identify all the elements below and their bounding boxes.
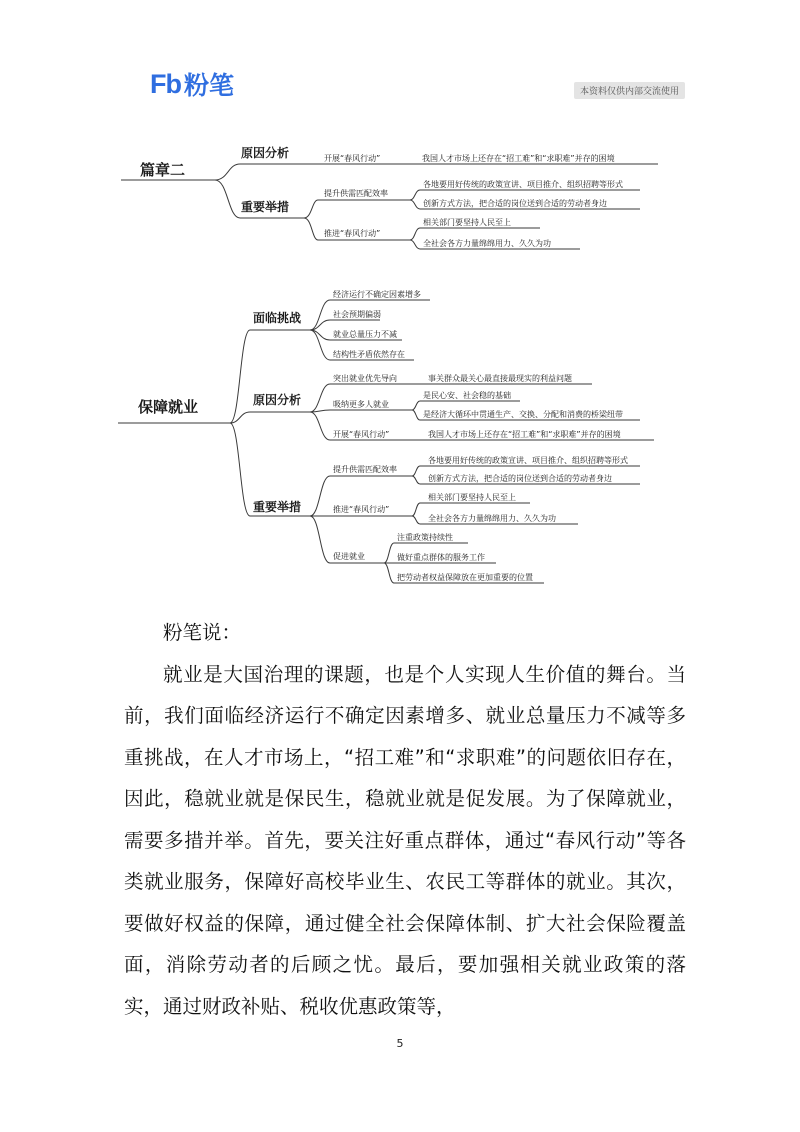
mindmap-1-sub-matching: 提升供需匹配效率 (324, 189, 388, 198)
page-number: 5 (396, 1037, 404, 1050)
mindmap-2-leaf: 把劳动者权益保障放在更加重要的位置 (397, 573, 533, 582)
mindmap-2-challenge-item: 经济运行不确定因素增多 (333, 290, 421, 299)
mindmap-2 (118, 289, 654, 583)
mindmap-2-branch-reason: 原因分析 (253, 393, 302, 407)
mindmap-1-branch-reason: 原因分析 (241, 146, 290, 160)
mindmap-1-leaf: 全社会各方力量绵绵用力、久久为功 (423, 239, 551, 248)
mindmap-2-sub-matching: 提升供需匹配效率 (333, 465, 397, 474)
mindmap-2-sub-employment: 促进就业 (333, 552, 365, 561)
mindmap-1-leaf: 相关部门要坚持人民至上 (423, 218, 511, 227)
mindmap-2-sub-spring: 开展“春风行动” (333, 430, 390, 439)
mindmap-1-root: 篇章二 (140, 161, 186, 179)
mindmap-2-sub-promote-spring: 推进“春风行动” (333, 505, 390, 514)
mindmap-2-leaf: 是经济大循环中贯通生产、交换、分配和消费的桥梁纽带 (423, 410, 623, 419)
mindmap-1-sub-spring: 开展“春风行动” (324, 154, 381, 163)
internal-use-note: 本资料仅供内部交流使用 (574, 82, 685, 99)
mindmap-2-root: 保障就业 (138, 398, 199, 416)
fenbi-logo-text: 粉笔 (184, 71, 235, 100)
mindmap-2-leaf: 全社会各方力量绵绵用力、久久为功 (428, 514, 556, 523)
mindmap-1-leaf: 各地要用好传统的政策宣讲、项目推介、组织招聘等形式 (423, 180, 623, 189)
mindmap-1-leaf: 我国人才市场上还存在“招工难”和“求职难”并存的困境 (422, 154, 615, 163)
mindmap-2-challenge-item: 社会预期偏弱 (333, 310, 381, 319)
mindmap-2-leaf: 创新方式方法，把合适的岗位送到合适的劳动者身边 (428, 474, 612, 483)
mindmap-2-branch-challenges: 面临挑战 (253, 311, 302, 325)
commentary-intro: 粉笔说： (163, 621, 242, 644)
mindmap-1-branch-measures: 重要举措 (241, 200, 290, 214)
mindmap-1-sub-promote-spring: 推进“春风行动” (324, 229, 381, 238)
mindmap-2-leaf: 各地要用好传统的政策宣讲、项目推介、组织招聘等形式 (428, 456, 628, 465)
commentary (124, 612, 686, 1027)
mindmap-2-leaf: 做好重点群体的服务工作 (397, 553, 485, 562)
commentary-paragraph: 就业是大国治理的课题，也是个人实现人生价值的舞台。当前，我们面临经济运行不确定因素增多、就业总量压力不减等多重挑战，在人才市场上，“招工难”和“求职难”的问题依旧存在，因此，稳就业就是保民生，稳就业就是促发展。为了保障就业，需要多措并举。首先，要关注好重点群体，通过“春风行动”等各类就业服务，保障好高校毕业生、农民工等群体的就业。其次，要做好权益的保障，通过健全社会保障体制、扩大社会保险覆盖面，消除劳动者的后顾之忧。最后，要加强相关就业政策的落实，通过财政补贴、税收优惠政策等， (124, 662, 686, 1018)
mindmap-2-leaf: 我国人才市场上还存在“招工难”和“求职难”并存的困境 (428, 430, 621, 439)
mindmap-1 (121, 145, 658, 249)
mindmap-2-sub-priority: 突出就业优先导向 (333, 374, 397, 383)
mindmap-2-leaf: 相关部门要坚持人民至上 (428, 493, 516, 502)
mindmap-2-leaf: 事关群众最关心最直接最现实的利益问题 (428, 374, 572, 383)
mindmap-2-sub-absorb: 吸纳更多人就业 (333, 400, 389, 409)
mindmap-2-leaf: 是民心安、社会稳的基础 (423, 391, 511, 400)
mindmap-2-branch-measures: 重要举措 (253, 500, 302, 514)
mindmap-1-leaf: 创新方式方法，把合适的岗位送到合适的劳动者身边 (423, 199, 607, 208)
mindmap-2-leaf: 注重政策持续性 (397, 533, 453, 542)
fenbi-logo-mark: Fb (150, 68, 181, 99)
mindmap-2-challenge-item: 就业总量压力不减 (333, 330, 397, 339)
mindmap-2-challenge-item: 结构性矛盾依然存在 (333, 350, 405, 359)
